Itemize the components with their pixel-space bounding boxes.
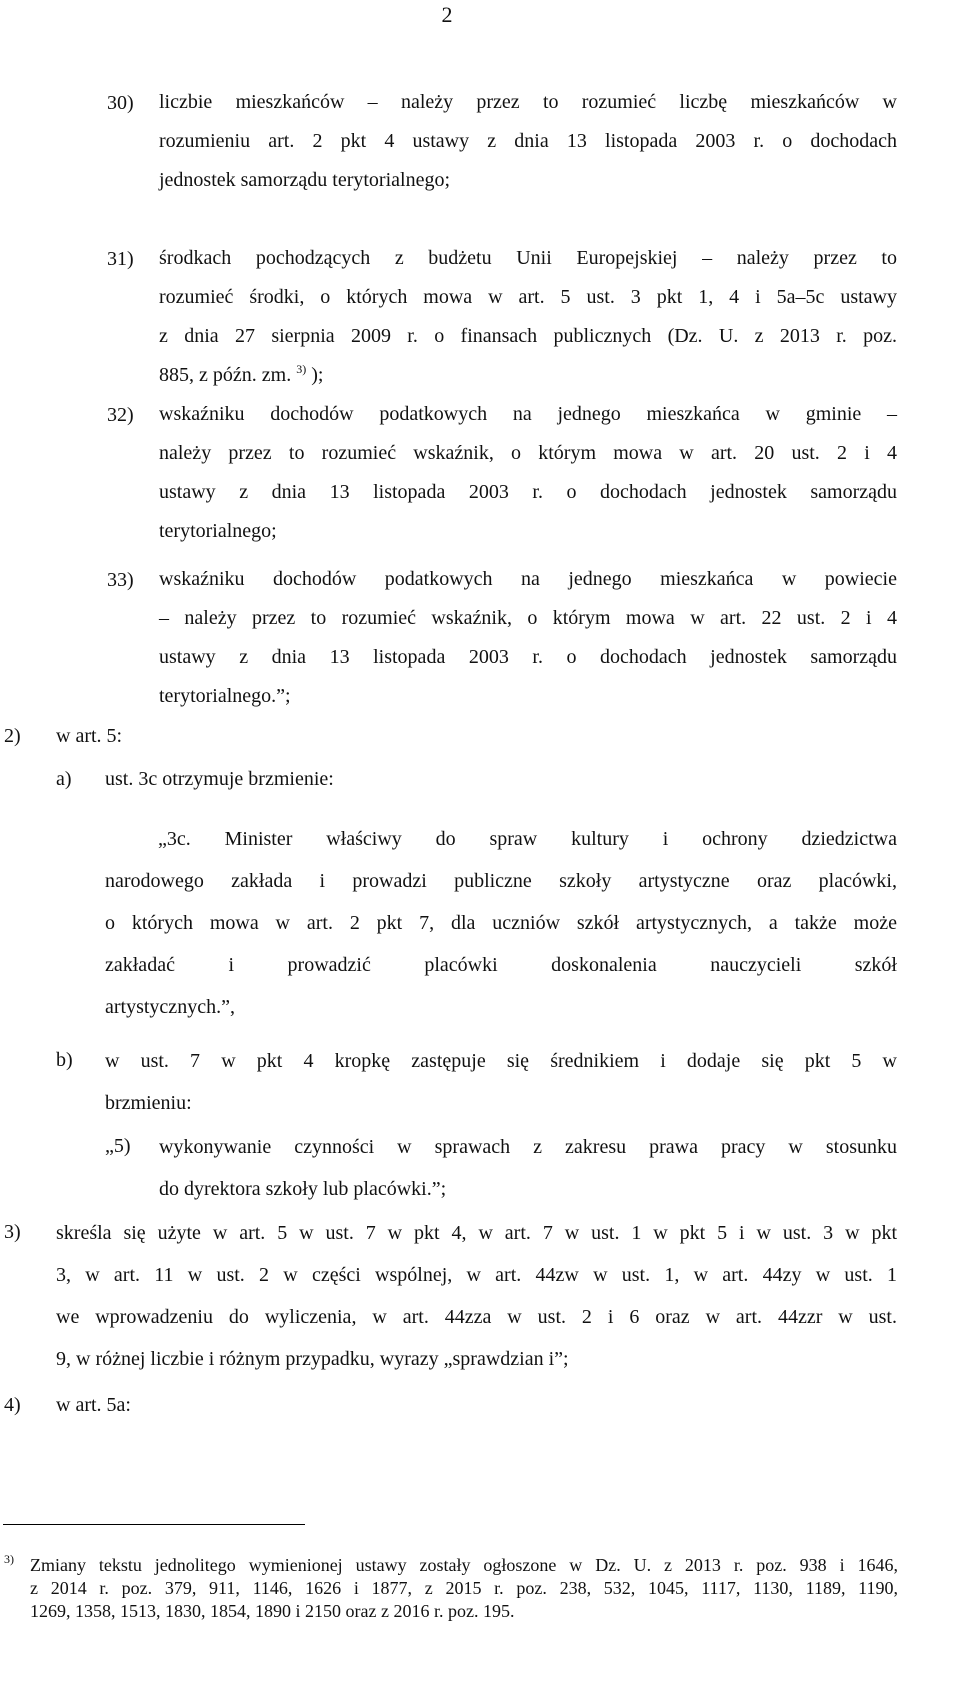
text-line: skreśla się użyte w art. 5 w ust. 7 w pkt 4, w art. 7 w ust. 1 w pkt 5 i w ust. 3 w pkt (56, 1222, 897, 1244)
text-line: artystycznych.”, (105, 996, 235, 1018)
text-line: rozumieć środki, o których mowa w art. 5 ust. 3 pkt 1, 4 i 5a–5c ustawy (159, 286, 897, 308)
text-fragment: 885, z późn. zm. (159, 364, 292, 386)
item-letter: b) (56, 1049, 73, 1071)
text-line: „3c. Minister właściwy do spraw kultury i ochrony dziedzictwa (158, 828, 897, 850)
item-number: 32) (107, 404, 134, 426)
text-line: jednostek samorządu terytorialnego; (159, 169, 451, 191)
text-line: wskaźniku dochodów podatkowych na jednego mieszkańca w gminie – (159, 403, 897, 425)
text-line: ustawy z dnia 13 listopada 2003 r. o dochodach jednostek samorządu (159, 481, 897, 503)
text-line: w ust. 7 w pkt 4 kropkę zastępuje się średnikiem i dodaje się pkt 5 w (105, 1050, 897, 1072)
text-line: narodowego zakłada i prowadzi publiczne szkoły artystyczne oraz placówki, (105, 870, 897, 892)
item-number: 4) (4, 1394, 21, 1416)
text-line: zakładać i prowadzić placówki doskonalenia nauczycieli szkół (105, 954, 897, 976)
text-line: wykonywanie czynności w sprawach z zakresu prawa pracy w stosunku (159, 1136, 897, 1158)
footnote-line: z 2014 r. poz. 379, 911, 1146, 1626 i 1877, z 2015 r. poz. 238, 532, 1045, 1117, 1130, 1189, 1190, (30, 1578, 898, 1598)
text-line (159, 356, 897, 395)
item-number: 30) (107, 92, 134, 114)
footnote-line: Zmiany tekstu jednolitego wymienionej ustawy zostały ogłoszone w Dz. U. z 2013 r. poz. 938 i 1646, (30, 1555, 898, 1575)
item-text: w art. 5: (56, 725, 123, 747)
text-line: wskaźniku dochodów podatkowych na jednego mieszkańca w powiecie (159, 568, 897, 590)
item-number: 31) (107, 248, 134, 270)
footnote-line: 1269, 1358, 1513, 1830, 1854, 1890 i 2150 oraz z 2016 r. poz. 195. (30, 1601, 515, 1621)
text-line: liczbie mieszkańców – należy przez to rozumieć liczbę mieszkańców w (159, 91, 897, 113)
item-number: „5) (105, 1135, 131, 1157)
text-line: należy przez to rozumieć wskaźnik, o którym mowa w art. 20 ust. 2 i 4 (159, 442, 897, 464)
page-number: 2 (441, 2, 453, 27)
item-number: 33) (107, 569, 134, 591)
item-text: w art. 5a: (56, 1394, 131, 1416)
text-line: – należy przez to rozumieć wskaźnik, o którym mowa w art. 22 ust. 2 i 4 (159, 607, 897, 629)
text-line: 3, w art. 11 w ust. 2 w części wspólnej, w art. 44zw w ust. 1, w art. 44zy w ust. 1 (56, 1264, 897, 1286)
item-letter: a) (56, 768, 72, 790)
text-line: we wprowadzeniu do wyliczenia, w art. 44zza w ust. 2 i 6 oraz w art. 44zzr w ust. (56, 1306, 897, 1328)
footnote-text (30, 1554, 898, 1623)
item-number: 3) (4, 1221, 21, 1243)
text-line: do dyrektora szkoły lub placówki.”; (159, 1178, 447, 1200)
item-text: ust. 3c otrzymuje brzmienie: (105, 768, 334, 790)
footnote-separator (3, 1524, 305, 1525)
item-number: 2) (4, 725, 21, 747)
text-line: z dnia 27 sierpnia 2009 r. o finansach publicznych (Dz. U. z 2013 r. poz. (159, 325, 897, 347)
text-line: 9, w różnej liczbie i różnym przypadku, wyrazy „sprawdzian i”; (56, 1348, 569, 1370)
text-line: terytorialnego.”; (159, 685, 291, 707)
text-line: rozumieniu art. 2 pkt 4 ustawy z dnia 13 listopada 2003 r. o dochodach (159, 130, 897, 152)
footnote-ref: 3) (296, 362, 307, 376)
text-line: terytorialnego; (159, 520, 277, 542)
text-line: o których mowa w art. 2 pkt 7, dla uczniów szkół artystycznych, a także może (105, 912, 897, 934)
text-fragment: ); (306, 364, 324, 386)
text-line: ustawy z dnia 13 listopada 2003 r. o dochodach jednostek samorządu (159, 646, 897, 668)
footnote-number: 3) (4, 1552, 14, 1566)
text-line: środkach pochodzących z budżetu Unii Europejskiej – należy przez to (159, 247, 897, 269)
text-line: brzmieniu: (105, 1092, 192, 1114)
